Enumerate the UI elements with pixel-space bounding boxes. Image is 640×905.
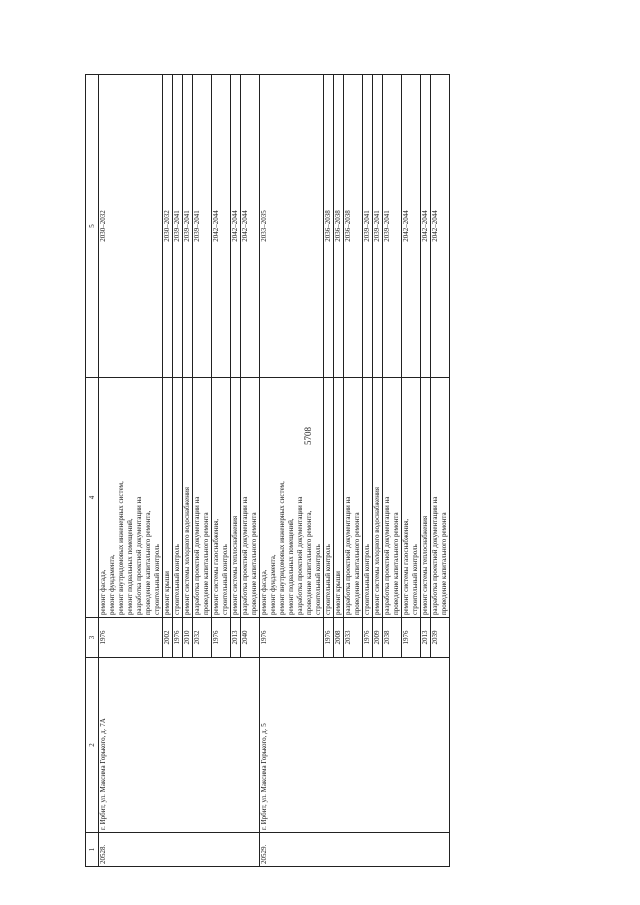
work-type-cell [260,378,324,618]
work-line: проведение капитального ремонта [353,512,361,615]
period-cell: 2036–2038 [334,75,344,378]
work-line: разработка проектной документации на [241,496,249,615]
period-cell: 2042–2044 [231,75,241,378]
work-line: строительный контроль [324,544,332,615]
work-type-cell [383,378,402,618]
year-cell: 1976 [260,618,324,658]
work-type-cell [431,378,450,618]
work-line: ремонт фундамента, [108,554,116,615]
rotated-table-container [85,75,537,867]
work-type-cell [173,378,183,618]
work-line: ремонт фасада, [99,569,107,615]
work-line: проведение капитального ремонта [202,512,210,615]
year-cell: 2038 [383,618,402,658]
year-cell: 1976 [363,618,373,658]
period-cell: 2036–2038 [344,75,363,378]
work-line: ремонт внутридомовых инженерных систем, [117,481,125,615]
address-cell: г. Ирбит, ул. Максима Горького, д. 7А [99,658,260,833]
column-number-row [86,75,99,867]
column-number-cell: 4 [86,378,99,618]
column-number-cell: 3 [86,618,99,658]
page-number: 5708 [303,427,313,445]
work-type-cell [231,378,241,618]
work-line: разработка проектной документации на [431,496,439,615]
work-line: ремонт системы холодного водоснабжения [183,487,191,615]
work-type-cell [241,378,260,618]
work-line: ремонт системы теплоснабжения [421,515,429,615]
year-cell: 2032 [193,618,212,658]
period-cell: 2039–2041 [183,75,193,378]
period-cell: 2042–2044 [402,75,421,378]
work-type-cell [212,378,231,618]
work-line: разработка проектной документации на [296,496,304,615]
record-number-cell: 20529. [260,833,450,867]
work-line: ремонт системы теплоснабжения [231,515,239,615]
work-line: ремонт подвальных помещений, [126,518,134,615]
work-line: ремонт крыши [334,571,342,615]
work-type-cell [402,378,421,618]
year-cell: 1976 [212,618,231,658]
work-line: ремонт системы холодного водоснабжения [373,487,381,615]
repair-schedule-table [85,74,450,867]
work-line: ремонт системы газоснабжения, [402,518,410,615]
work-line: разработка проектной документации на [135,496,143,615]
work-line: ремонт подвальных помещений, [287,518,295,615]
table-body [86,75,450,867]
work-line: строительный контроль [314,544,322,615]
work-type-cell [99,378,163,618]
work-line: строительный контроль [411,544,419,615]
work-line: проведение капитального ремонта, [305,510,313,615]
period-cell: 2042–2044 [241,75,260,378]
work-type-cell [183,378,193,618]
table-row [99,75,163,867]
work-type-cell [193,378,212,618]
work-line: ремонт системы газоснабжения, [212,518,220,615]
work-line: строительный контроль [221,544,229,615]
period-cell: 2030–2032 [99,75,163,378]
period-cell: 2042–2044 [212,75,231,378]
period-cell: 2036–2038 [324,75,334,378]
period-cell: 2042–2044 [421,75,431,378]
year-cell: 2033 [344,618,363,658]
year-cell: 2008 [334,618,344,658]
year-cell: 2039 [431,618,450,658]
period-cell: 2039–2041 [173,75,183,378]
work-line: проведение капитального ремонта [440,512,448,615]
period-cell: 2033–2035 [260,75,324,378]
work-line: разработка проектной документации на [383,496,391,615]
work-line: проведение капитального ремонта [392,512,400,615]
address-cell: г. Ирбит, ул. Максима Горького, д. 5 [260,658,450,833]
column-number-cell: 2 [86,658,99,833]
work-line: ремонт внутридомовых инженерных систем, [278,481,286,615]
year-cell: 2013 [421,618,431,658]
table-row [260,75,324,867]
period-cell: 2039–2041 [193,75,212,378]
work-type-cell [163,378,173,618]
year-cell: 1976 [402,618,421,658]
work-line: проведение капитального ремонта [250,512,258,615]
work-line: проведение капитального ремонта, [144,510,152,615]
work-line: строительный контроль [173,544,181,615]
period-cell: 2039–2041 [373,75,383,378]
year-cell: 2013 [231,618,241,658]
year-cell: 1976 [173,618,183,658]
period-cell: 2039–2041 [363,75,373,378]
column-number-cell: 5 [86,75,99,378]
year-cell: 2010 [183,618,193,658]
work-type-cell [324,378,334,618]
year-cell: 2002 [163,618,173,658]
work-line: разработка проектной документации на [344,496,352,615]
year-cell: 2040 [241,618,260,658]
period-cell: 2039–2041 [383,75,402,378]
work-line: ремонт крыши [163,571,171,615]
work-line: строительный контроль [363,544,371,615]
year-cell: 1976 [324,618,334,658]
work-line: строительный контроль [153,544,161,615]
record-number-cell: 20528. [99,833,260,867]
year-cell: 1976 [99,618,163,658]
work-line: разработка проектной документации на [193,496,201,615]
work-type-cell [363,378,373,618]
period-cell: 2042–2044 [431,75,450,378]
work-line: ремонт фундамента, [269,554,277,615]
work-type-cell [421,378,431,618]
work-type-cell [344,378,363,618]
column-number-cell: 1 [86,833,99,867]
work-type-cell [373,378,383,618]
year-cell: 2009 [373,618,383,658]
work-line: ремонт фасада, [260,569,268,615]
period-cell: 2030–2032 [163,75,173,378]
work-type-cell [334,378,344,618]
